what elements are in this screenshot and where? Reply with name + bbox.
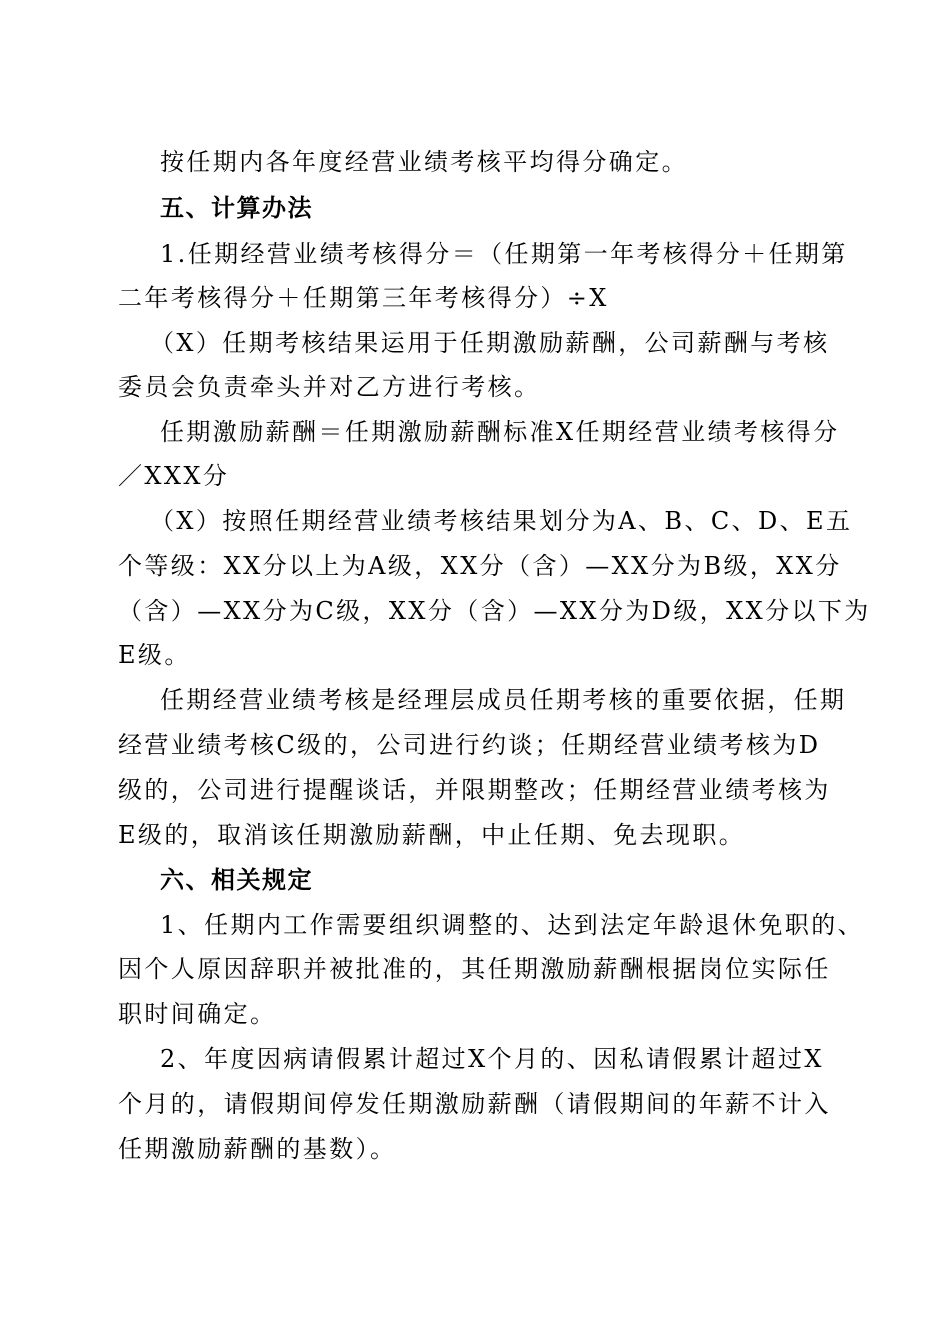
body-line: 委员会负责牵头并对乙方进行考核。	[118, 373, 541, 401]
body-line: 二年考核得分＋任期第三年考核得分）÷X	[118, 284, 609, 312]
body-line: 1、任期内工作需要组织调整的、达到法定年龄退休免职的、	[160, 911, 865, 939]
body-line: （X）任期考核结果运用于任期激励薪酬，公司薪酬与考核	[150, 329, 830, 357]
body-line: 个月的，请假期间停发任期激励薪酬（请假期间的年薪不计入	[118, 1090, 831, 1118]
section-heading: 五、计算办法	[160, 194, 313, 222]
body-line: （含）—XX分为C级，XX分（含）—XX分为D级，XX分以下为	[118, 597, 871, 625]
body-line: E级的，取消该任期激励薪酬，中止任期、免去现职。	[118, 821, 746, 849]
body-line: 1.任期经营业绩考核得分＝（任期第一年考核得分＋任期第	[160, 240, 848, 268]
body-line: 个等级：XX分以上为A级，XX分（含）—XX分为B级，XX分	[118, 552, 842, 580]
body-line: ／XXX分	[118, 462, 230, 490]
body-line: 经营业绩考核C级的，公司进行约谈；任期经营业绩考核为D	[118, 731, 821, 759]
body-line: 2、年度因病请假累计超过X个月的、因私请假累计超过X	[160, 1045, 824, 1073]
body-line: 任期经营业绩考核是经理层成员任期考核的重要依据，任期	[160, 686, 847, 714]
body-line: （X）按照任期经营业绩考核结果划分为A、B、C、D、E五	[150, 507, 853, 535]
body-line: E级。	[118, 641, 191, 669]
body-line: 按任期内各年度经营业绩考核平均得分确定。	[160, 148, 688, 176]
body-line: 任期激励薪酬的基数）。	[118, 1135, 397, 1163]
body-line: 任期激励薪酬＝任期激励薪酬标准X任期经营业绩考核得分	[160, 418, 840, 446]
section-heading: 六、相关规定	[160, 866, 313, 894]
body-line: 因个人原因辞职并被批准的，其任期激励薪酬根据岗位实际任	[118, 955, 831, 983]
body-line: 级的，公司进行提醒谈话，并限期整改；任期经营业绩考核为	[118, 776, 831, 804]
body-line: 职时间确定。	[118, 1000, 277, 1028]
